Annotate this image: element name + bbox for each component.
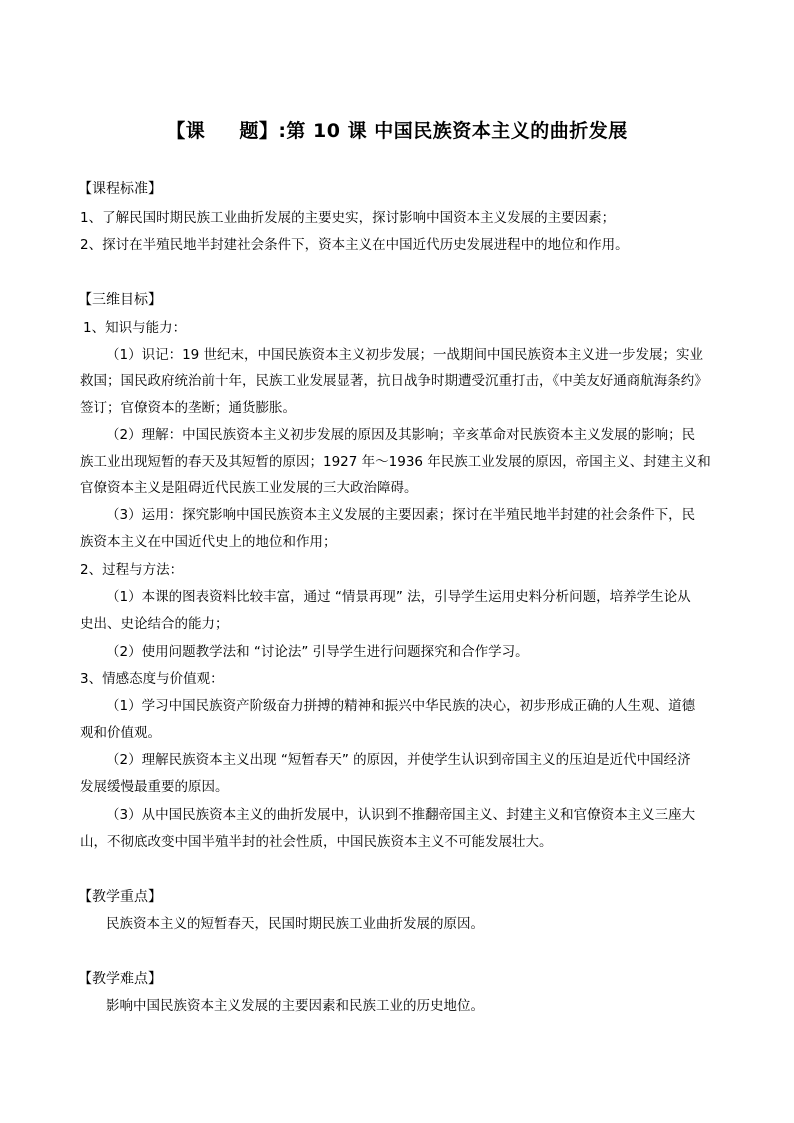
goal-line-13: （2）使用问题教学法和 “讨论法” 引导学生进行问题探究和合作学习。	[106, 644, 529, 660]
lesson-title	[0, 116, 794, 143]
goal-line-5: （2）理解：中国民族资本主义初步发展的原因及其影响；辛亥革命对民族资本主义发展的影响；民	[106, 427, 696, 443]
difficult-points-line: 影响中国民族资本主义发展的主要因素和民族工业的历史地位。	[106, 998, 484, 1014]
goal-line-17: （2）理解民族资本主义出现 “短暂春天” 的原因，并使学生认识到帝国主义的压迫是近代中国经济	[106, 752, 691, 768]
goal-line-16: 观和价值观。	[80, 725, 161, 741]
goal-line-2: （1）识记：19 世纪末，中国民族资本主义初步发展；一战期间中国民族资本主义进一步发展；实业	[106, 347, 704, 363]
goal-line-19: （3）从中国民族资本主义的曲折发展中，认识到不推翻帝国主义、封建主义和官僚资本主义三座大	[106, 807, 696, 823]
goal-line-8: （3）运用：探究影响中国民族资本主义发展的主要因素；探讨在半殖民地半封建的社会条件下，民	[106, 507, 696, 523]
difficult-points-heading: 【教学难点】	[78, 971, 162, 987]
goal-line-20: 山，不彻底改变中国半殖半封的社会性质，中国民族资本主义不可能发展壮大。	[80, 834, 553, 850]
standard-heading: 【课程标准】	[78, 181, 162, 197]
title-part-2: 题】:第 10 课 中国民族资本主义的曲折发展	[239, 120, 628, 142]
goal-line-6: 族工业出现短暂的春天及其短暂的原因；1927 年～1936 年民族工业发展的原因，帝国主义、封建主义和	[80, 454, 711, 470]
goal-line-15: （1）学习中国民族资产阶级奋力拼搏的精神和振兴中华民族的决心，初步形成正确的人生观、道德	[106, 698, 696, 714]
key-points-line: 民族资本主义的短暂春天，民国时期民族工业曲折发展的原因。	[106, 916, 484, 932]
goal-line-11: （1）本课的图表资料比较丰富，通过 “情景再现” 法，引导学生运用史料分析问题，培养学生论从	[106, 589, 691, 605]
goal-line-7: 官僚资本主义是阻碍近代民族工业发展的三大政治障碍。	[80, 480, 418, 496]
goal-line-4: 签订；官僚资本的垄断；通货膨胀。	[80, 400, 296, 416]
goal-line-12: 史出、史论结合的能力；	[80, 616, 229, 632]
goal-line-1: 1、知识与能力：	[83, 320, 187, 336]
goal-line-9: 族资本主义在中国近代史上的地位和作用；	[80, 534, 337, 550]
title-part-1: 【课	[166, 120, 206, 142]
key-points-heading: 【教学重点】	[78, 889, 162, 905]
standard-line-1: 1、了解民国时期民族工业曲折发展的主要史实，探讨影响中国资本主义发展的主要因素；	[80, 210, 616, 226]
goals-heading: 【三维目标】	[78, 292, 162, 308]
goal-line-3: 救国；国民政府统治前十年，民族工业发展显著，抗日战争时期遭受沉重打击，《中美友好通商航海条约》	[80, 373, 708, 389]
goal-line-10: 2、过程与方法：	[80, 562, 184, 578]
standard-line-2: 2、探讨在半殖民地半封建社会条件下，资本主义在中国近代历史发展进程中的地位和作用。	[80, 237, 629, 253]
goal-line-14: 3、情感态度与价值观：	[80, 671, 224, 687]
goal-line-18: 发展缓慢最重要的原因。	[80, 779, 229, 795]
